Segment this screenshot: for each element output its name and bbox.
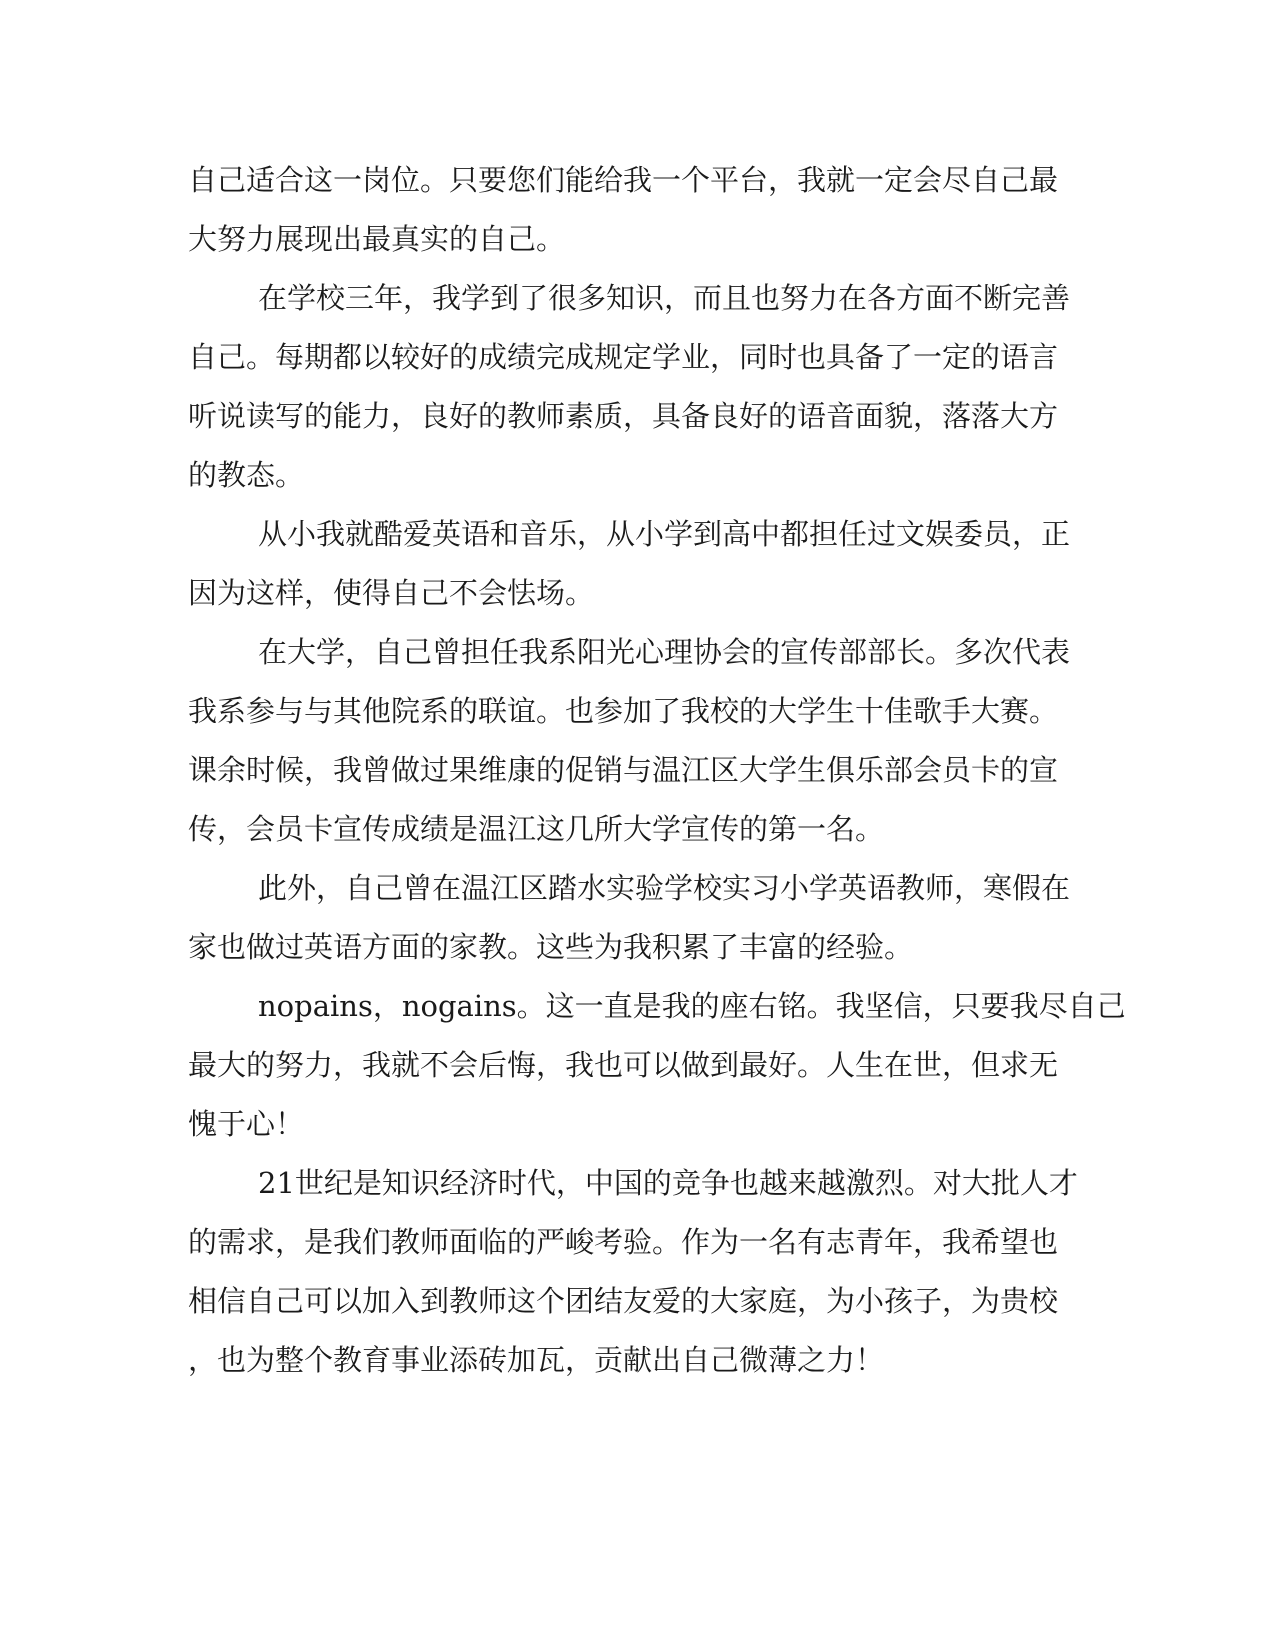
text-line: 的需求，是我们教师面临的严峻考验。作为一名有志青年，我希望也 — [188, 1225, 1059, 1259]
paragraph-first-line: nopains，nogains。这一直是我的座右铭。我坚信，只要我尽自己 — [258, 989, 1126, 1023]
paragraph-first-line: 21世纪是知识经济时代，中国的竞争也越来越激烈。对大批人才 — [258, 1166, 1078, 1200]
text-line: 大努力展现出最真实的自己。 — [188, 222, 566, 256]
text-line: 的教态。 — [188, 458, 305, 492]
paragraph-first-line: 此外，自己曾在温江区踏水实验学校实习小学英语教师，寒假在 — [258, 871, 1071, 905]
paragraph-first-line: 从小我就酷爱英语和音乐，从小学到高中都担任过文娱委员，正 — [258, 517, 1071, 551]
text-line: 愧于心！ — [188, 1107, 305, 1141]
text-line: ，也为整个教育事业添砖加瓦，贡献出自己微薄之力！ — [188, 1343, 885, 1377]
text-line: 听说读写的能力，良好的教师素质，具备良好的语音面貌，落落大方 — [188, 399, 1059, 433]
text-line: 课余时候，我曾做过果维康的促销与温江区大学生俱乐部会员卡的宣 — [188, 753, 1059, 787]
paragraph-first-line: 在学校三年，我学到了很多知识，而且也努力在各方面不断完善 — [258, 281, 1071, 315]
text-line: 相信自己可以加入到教师这个团结友爱的大家庭，为小孩子，为贵校 — [188, 1284, 1059, 1318]
text-line: 自己适合这一岗位。只要您们能给我一个平台，我就一定会尽自己最 — [188, 163, 1059, 197]
text-line: 自己。每期都以较好的成绩完成规定学业，同时也具备了一定的语言 — [188, 340, 1059, 374]
text-line: 家也做过英语方面的家教。这些为我积累了丰富的经验。 — [188, 930, 914, 964]
text-line: 我系参与与其他院系的联谊。也参加了我校的大学生十佳歌手大赛。 — [188, 694, 1059, 728]
text-line: 传，会员卡宣传成绩是温江这几所大学宣传的第一名。 — [188, 812, 885, 846]
text-line: 因为这样，使得自己不会怯场。 — [188, 576, 595, 610]
paragraph-first-line: 在大学，自己曾担任我系阳光心理协会的宣传部部长。多次代表 — [258, 635, 1071, 669]
text-line: 最大的努力，我就不会后悔，我也可以做到最好。人生在世，但求无 — [188, 1048, 1059, 1082]
